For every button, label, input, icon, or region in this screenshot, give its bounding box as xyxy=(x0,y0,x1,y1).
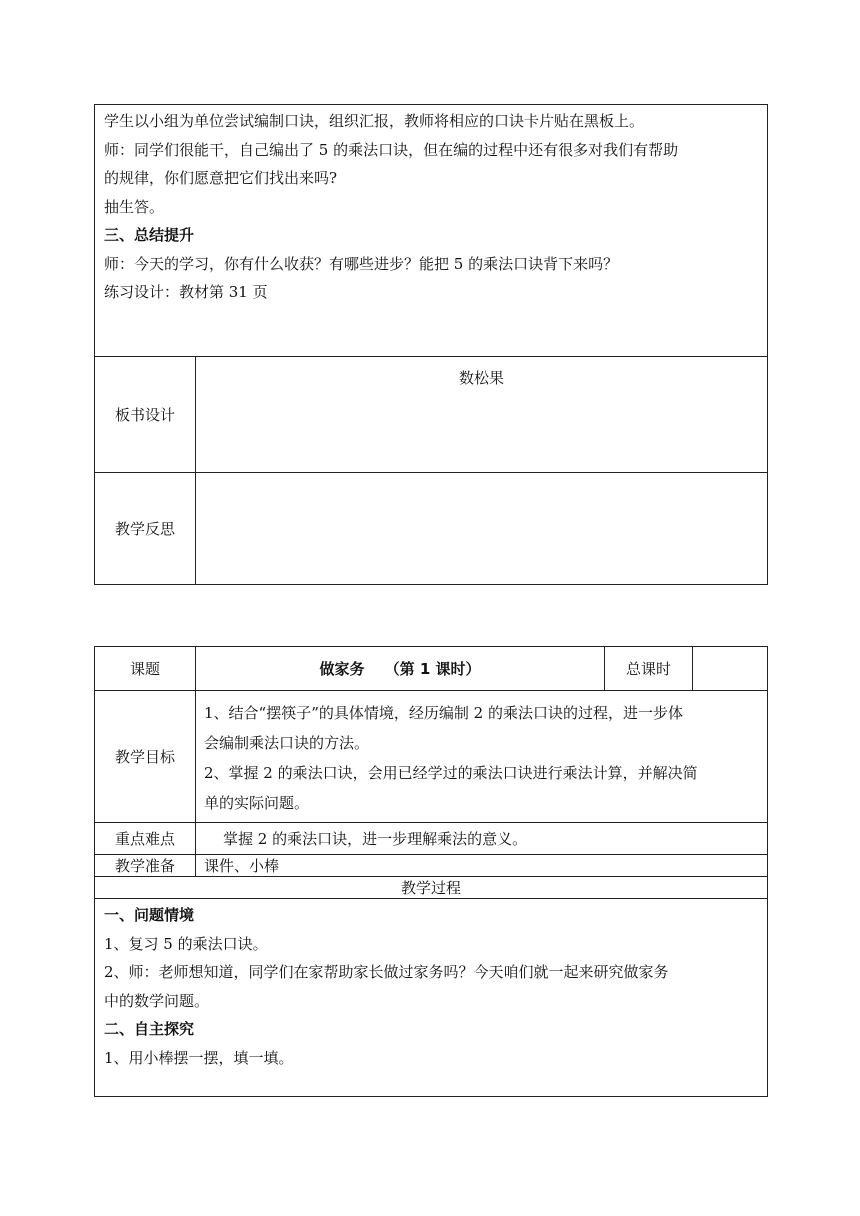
keypoints-value: 掌握 2 的乘法口诀，进一步理解乘法的意义。 xyxy=(196,823,768,855)
section-heading: 二、自主探究 xyxy=(104,1020,195,1038)
objective-line: 1、结合“摆筷子”的具体情境，经历编制 2 的乘法口诀的过程，进一步体 xyxy=(204,704,683,722)
lesson-steps-row xyxy=(95,105,768,357)
preparation-label: 教学准备 xyxy=(95,855,196,877)
process-line: 中的数学问题。 xyxy=(104,991,210,1010)
process-content-row xyxy=(95,899,768,1097)
topic-value: 做家务 （第 1 课时） xyxy=(196,647,605,691)
board-design-row xyxy=(95,357,768,473)
section-heading: 三、总结提升 xyxy=(104,226,195,244)
objective-line: 单的实际问题。 xyxy=(204,794,310,812)
reflection-label: 教学反思 xyxy=(95,473,196,585)
process-line: 2、师：老师想知道，同学们在家帮助家长做过家务吗？今天咱们就一起来研究做家务 xyxy=(104,963,669,981)
keypoints-row xyxy=(95,823,768,855)
objective-line: 2、掌握 2 的乘法口诀，会用已经学过的乘法口诀进行乘法计算，并解决简 xyxy=(204,764,698,782)
lesson-plan-table xyxy=(94,646,768,1097)
preparation-value: 课件、小棒 xyxy=(196,855,768,877)
reflection-row xyxy=(95,473,768,585)
text-line: 师：同学们很能干，自己编出了 5 的乘法口诀，但在编的过程中还有很多对我们有帮助 xyxy=(104,140,679,159)
objectives-label: 教学目标 xyxy=(95,691,196,823)
objectives-row xyxy=(95,691,768,823)
process-line: 1、用小棒摆一摆，填一填。 xyxy=(104,1048,294,1067)
text-line: 抽生答。 xyxy=(104,197,165,216)
objectives-content xyxy=(196,691,768,823)
preparation-row xyxy=(95,855,768,877)
text-line: 学生以小组为单位尝试编制口诀，组织汇报，教师将相应的口诀卡片贴在黑板上。 xyxy=(104,112,645,130)
topic-row xyxy=(95,647,768,691)
board-design-title: 数松果 xyxy=(196,357,768,473)
process-line: 1、复习 5 的乘法口诀。 xyxy=(104,934,268,953)
objective-line: 会编制乘法口诀的方法。 xyxy=(204,734,370,752)
topic-label: 课题 xyxy=(95,647,196,691)
text-line: 练习设计：教材第 31 页 xyxy=(104,283,268,301)
process-label: 教学过程 xyxy=(95,877,768,899)
total-hours-label: 总课时 xyxy=(605,647,693,691)
keypoints-label: 重点难点 xyxy=(95,823,196,855)
board-design-label: 板书设计 xyxy=(95,357,196,473)
lesson-plan-continuation-table xyxy=(94,104,768,585)
section-heading: 一、问题情境 xyxy=(104,906,195,924)
process-content xyxy=(95,899,768,1097)
process-header-row xyxy=(95,877,768,899)
text-line: 师：今天的学习，你有什么收获？有哪些进步？能把 5 的乘法口诀背下来吗？ xyxy=(104,254,619,273)
text-line: 的规律，你们愿意把它们找出来吗? xyxy=(104,169,338,187)
total-hours-value xyxy=(693,647,768,691)
reflection-content xyxy=(196,473,768,585)
lesson-steps-cell xyxy=(95,105,768,357)
